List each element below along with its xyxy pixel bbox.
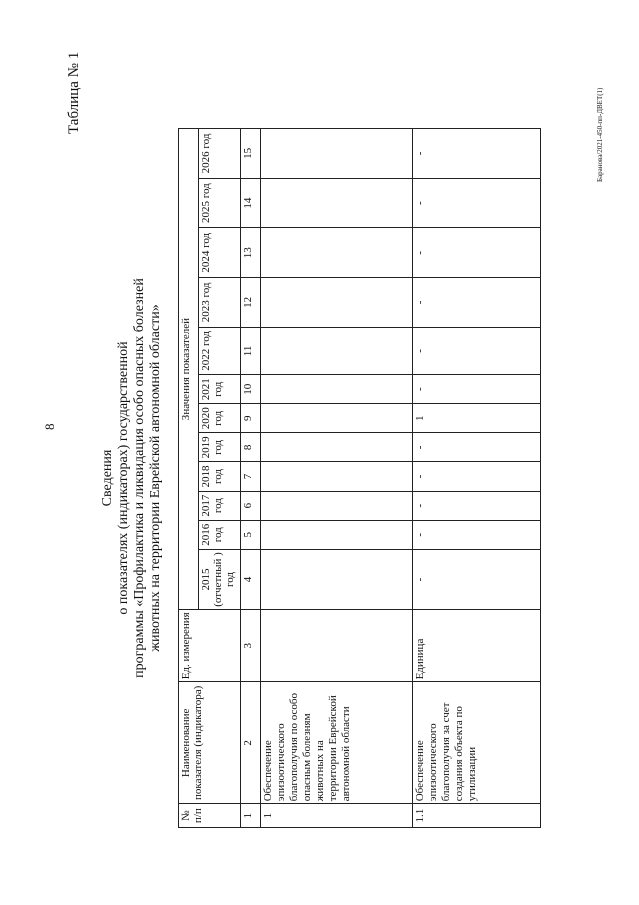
row-value — [261, 375, 413, 404]
table-label: Таблица № 1 — [66, 51, 82, 134]
row-value — [261, 549, 413, 609]
row-value: - — [413, 549, 541, 609]
row-value: - — [413, 327, 541, 374]
column-number: 3 — [241, 610, 261, 682]
column-number: 7 — [241, 462, 261, 491]
header-year: 2023 год — [199, 278, 241, 328]
header-year: 2021 год — [199, 375, 241, 404]
header-unit: Ед. измерения — [179, 610, 241, 682]
column-number: 10 — [241, 375, 261, 404]
document-title — [100, 128, 178, 828]
row-value — [261, 228, 413, 278]
header-name: Наименование показателя (индикатора) — [179, 682, 241, 804]
column-number: 11 — [241, 327, 261, 374]
column-number: 1 — [241, 804, 261, 828]
row-value: - — [413, 178, 541, 228]
row-value: - — [413, 129, 541, 179]
column-number: 4 — [241, 549, 261, 609]
column-number-row — [241, 129, 261, 828]
header-year: 2026 год — [199, 129, 241, 179]
header-num: № п/п — [179, 804, 241, 828]
row-value — [261, 327, 413, 374]
title-line-1: Сведения — [100, 449, 115, 507]
row-value: - — [413, 375, 541, 404]
footer-code: Баранова/2021-450-пп-ДВЕТ(1) — [596, 87, 604, 182]
header-year: 2018 год — [199, 462, 241, 491]
column-number: 15 — [241, 129, 261, 179]
row-value — [261, 462, 413, 491]
column-number: 8 — [241, 433, 261, 462]
row-value — [261, 129, 413, 179]
row-value — [261, 178, 413, 228]
header-year: 2022 год — [199, 327, 241, 374]
row-value: - — [413, 278, 541, 328]
column-number: 14 — [241, 178, 261, 228]
indicators-table — [178, 128, 541, 828]
row-value — [261, 433, 413, 462]
row-value: - — [413, 433, 541, 462]
row-num: 1.1 — [413, 804, 541, 828]
column-number: 9 — [241, 404, 261, 433]
title-line-3: программы «Профилактика и ликвидация особо опасных болезней — [132, 278, 147, 678]
row-value: - — [413, 228, 541, 278]
table-row — [413, 129, 541, 828]
row-name: Обеспечение эпизоотического благополучия по особо опасным болезням животных на территории Еврейской автономной области — [261, 682, 413, 804]
header-values-group: Значения показателей — [179, 129, 199, 610]
header-year: 2024 год — [199, 228, 241, 278]
row-value: - — [413, 491, 541, 520]
row-value: - — [413, 520, 541, 549]
row-unit: Единица — [413, 610, 541, 682]
row-num: 1 — [261, 804, 413, 828]
header-year: 2015 (отчетный ) год — [199, 549, 241, 609]
rotated-content — [100, 128, 585, 828]
row-value — [261, 520, 413, 549]
row-value — [261, 404, 413, 433]
column-number: 5 — [241, 520, 261, 549]
column-number: 6 — [241, 491, 261, 520]
row-value — [261, 278, 413, 328]
header-year: 2020 год — [199, 404, 241, 433]
row-value: 1 — [413, 404, 541, 433]
row-name: Обеспечение эпизоотического благополучия за счет создания объекта по утилизации — [413, 682, 541, 804]
header-year: 2025 год — [199, 178, 241, 228]
row-unit — [261, 610, 413, 682]
title-line-2: о показателях (индикаторах) государственной — [116, 341, 131, 615]
header-year: 2016 год — [199, 520, 241, 549]
title-line-4: животных на территории Еврейской автономной области» — [148, 304, 163, 652]
page-number: 8 — [42, 423, 57, 430]
column-number: 2 — [241, 682, 261, 804]
column-number: 12 — [241, 278, 261, 328]
row-value: - — [413, 462, 541, 491]
row-value — [261, 491, 413, 520]
column-number: 13 — [241, 228, 261, 278]
header-year: 2019 год — [199, 433, 241, 462]
header-year: 2017 год — [199, 491, 241, 520]
table-row — [261, 129, 413, 828]
